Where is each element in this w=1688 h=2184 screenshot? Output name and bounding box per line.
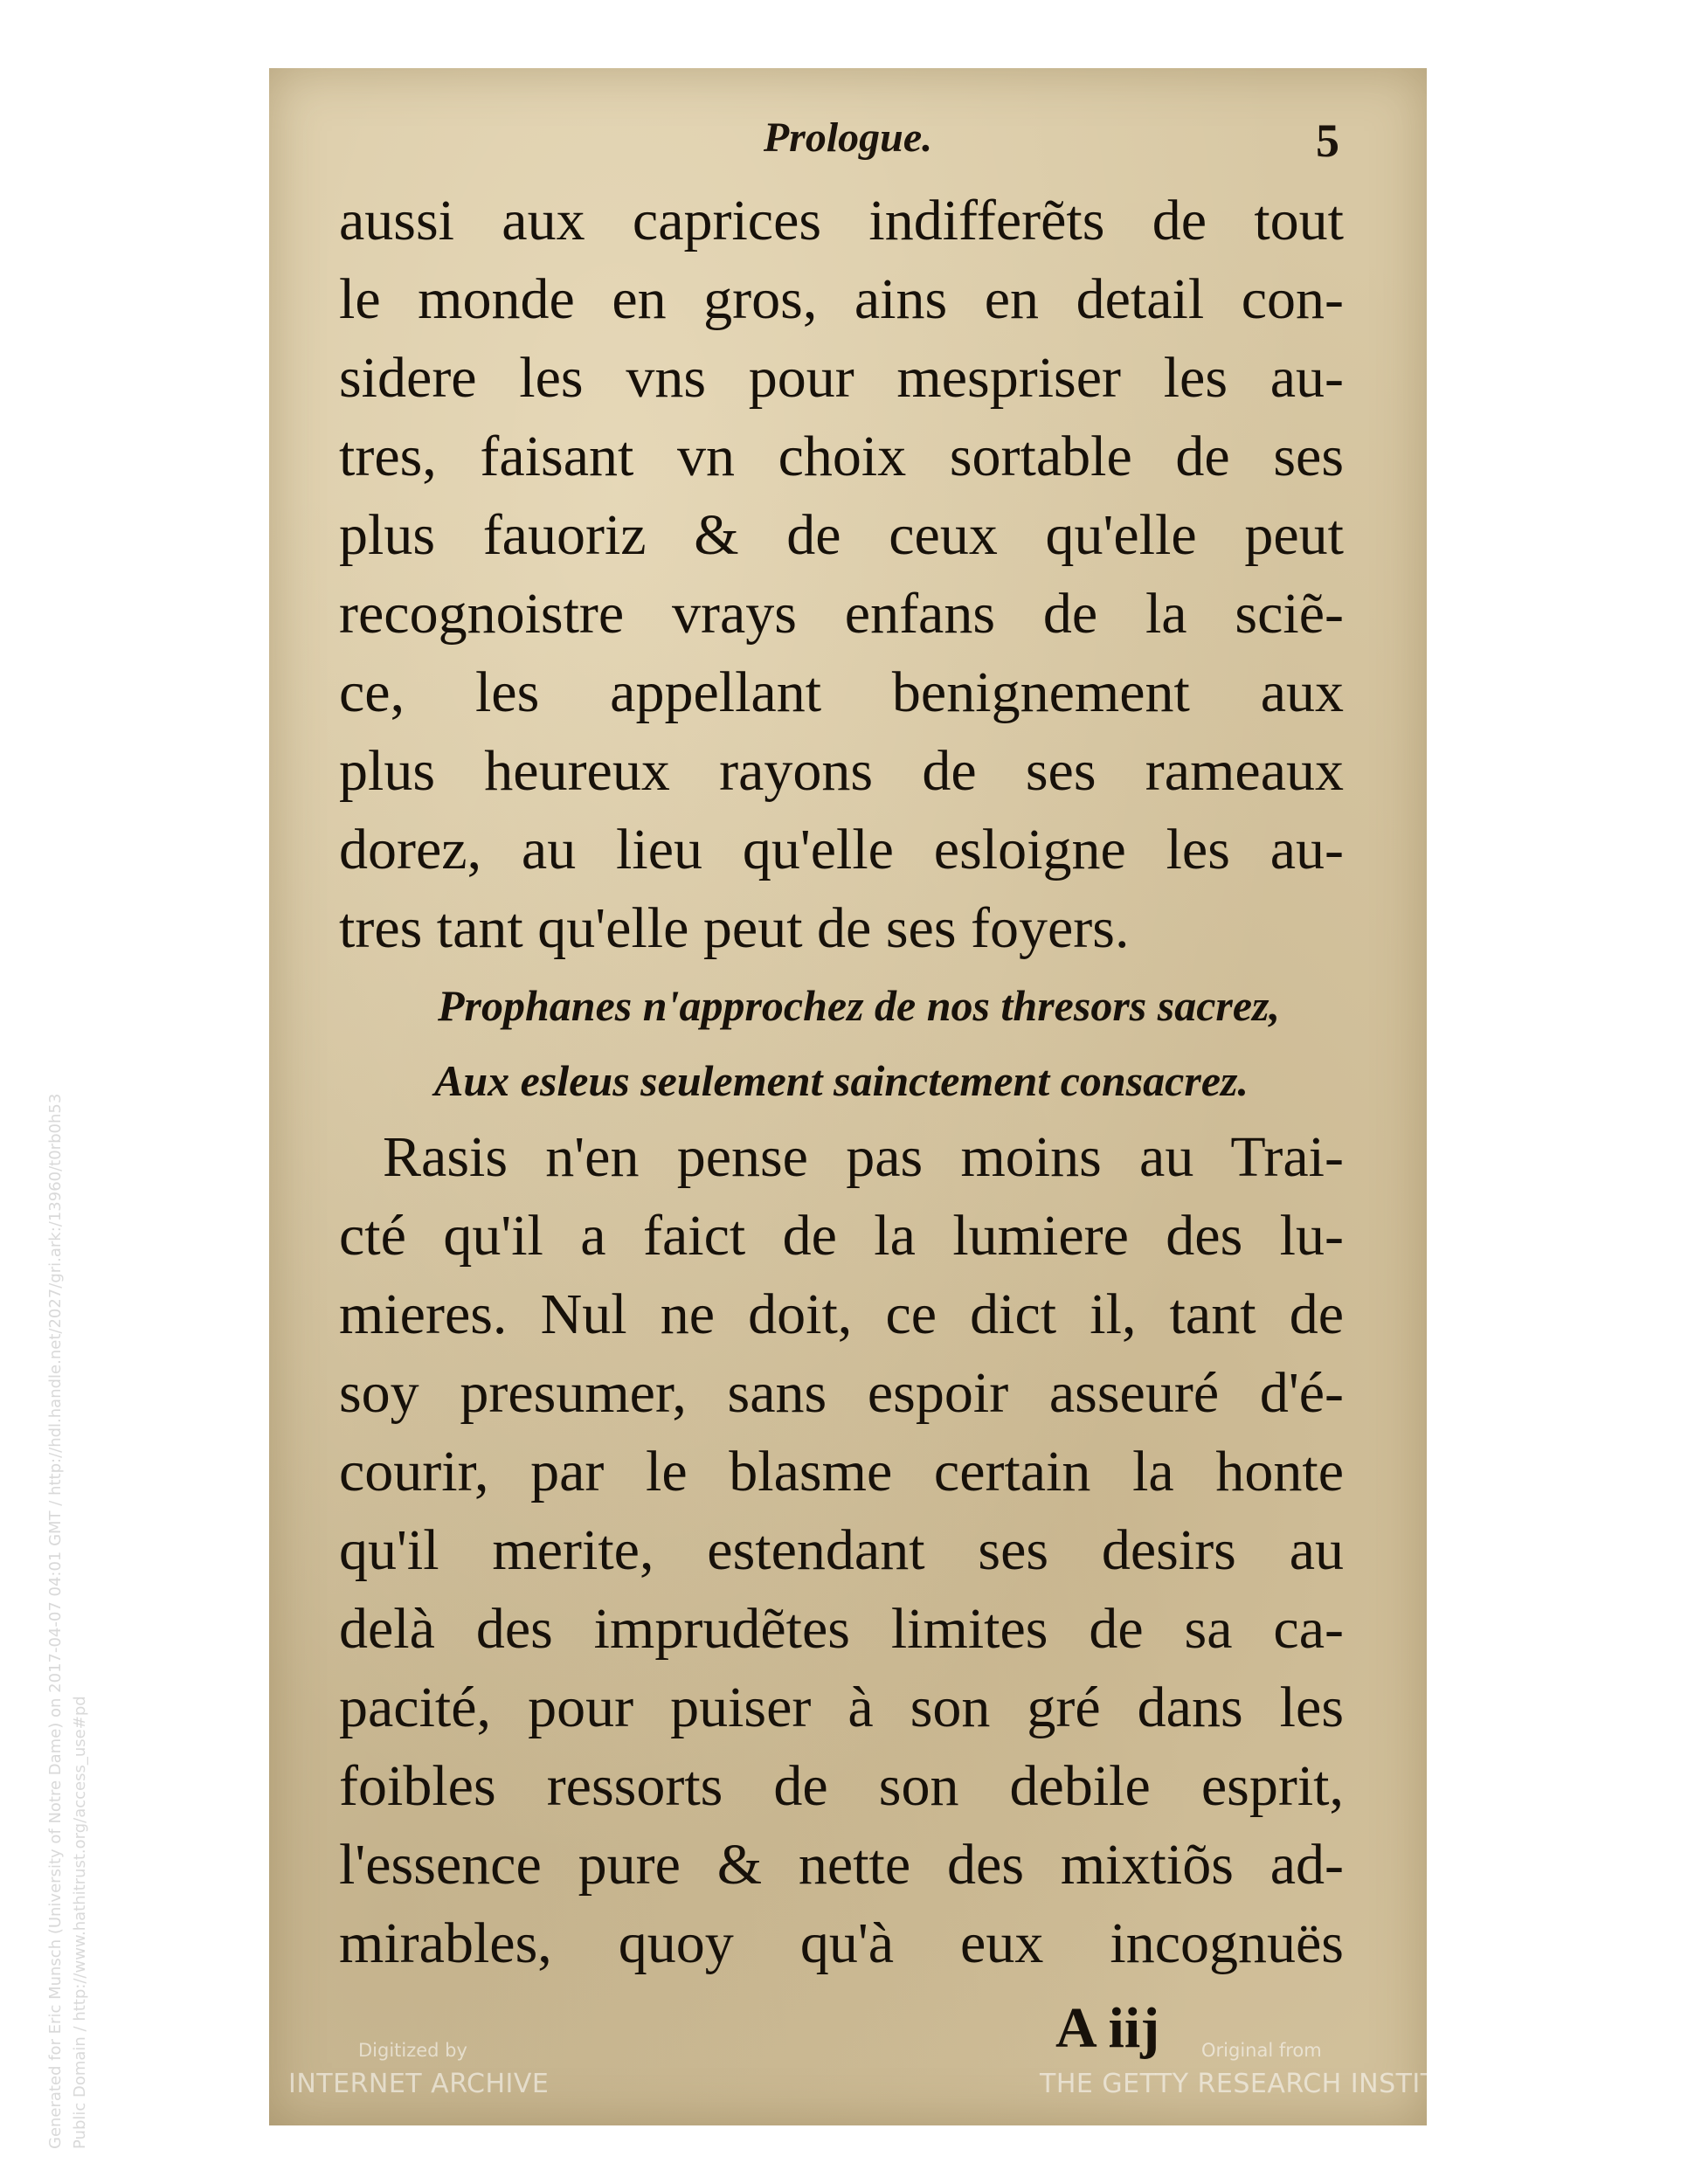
- body-line: qu'il merite, estendant ses desirs au: [339, 1518, 1344, 1582]
- body-line: delà des imprudẽtes limites de sa ca-: [339, 1597, 1344, 1661]
- body-line: l'essence pure & nette des mixtiõs ad-: [339, 1833, 1344, 1897]
- scanned-page: [269, 68, 1427, 2125]
- body-line: tres, faisant vn choix sortable de ses: [339, 425, 1344, 488]
- body-line: foibles ressorts de son debile esprit,: [339, 1754, 1344, 1818]
- body-line: Rasis n'en pense pas moins au Trai-: [383, 1125, 1344, 1189]
- digitized-by-label: Digitized by: [358, 2040, 467, 2061]
- body-line: dorez, au lieu qu'elle esloigne les au-: [339, 818, 1344, 881]
- body-line: courir, par le blasme certain la honte: [339, 1440, 1344, 1503]
- text-block: [339, 182, 1344, 1983]
- signature-mark: A iij: [1055, 1996, 1160, 2060]
- verse-line: Aux esleus seulement sainctement consacrez.: [434, 1056, 1249, 1105]
- body-line: ce, les appellant benignement aux: [339, 660, 1344, 724]
- body-line: plus heureux rayons de ses rameaux: [339, 739, 1344, 803]
- original-from-label: Original from: [1201, 2040, 1322, 2061]
- body-line: cté qu'il a faict de la lumiere des lu-: [339, 1204, 1344, 1268]
- body-line: soy presumer, sans espoir asseuré d'é-: [339, 1361, 1344, 1425]
- body-line: mirables, quoy qu'à eux incognuës: [339, 1911, 1344, 1975]
- body-line: aussi aux caprices indifferẽts de tout: [339, 189, 1344, 252]
- verse-line: Prophanes n'approchez de nos thresors sacrez,: [437, 981, 1280, 1030]
- body-line: recognoistre vrays enfans de la sciẽ-: [339, 582, 1344, 646]
- body-line: sidere les vns pour mespriser les au-: [339, 346, 1344, 410]
- body-line: le monde en gros, ains en detail con-: [339, 267, 1344, 331]
- getty-institute-label: THE GETTY RESEARCH INSTITUTE: [1040, 2069, 1491, 2099]
- running-head: Prologue.: [763, 114, 933, 161]
- provenance-line-2: Public Domain / http://www.hathitrust.org/access_use#pd: [71, 1696, 89, 2149]
- body-line: tres tant qu'elle peut de ses foyers.: [339, 896, 1130, 960]
- provenance-note: [44, 1094, 93, 2149]
- body-line: pacité, pour puiser à son gré dans les: [339, 1676, 1344, 1739]
- body-line: mieres. Nul ne doit, ce dict il, tant de: [339, 1282, 1344, 1346]
- internet-archive-label: INTERNET ARCHIVE: [288, 2069, 550, 2099]
- page-number: 5: [1316, 114, 1339, 167]
- provenance-line-1: Generated for Eric Munsch (University of Notre Dame) on 2017-04-07 04:01 GMT / http://hdl.handle.net/2027/gri.ark:/13960/t0rb0h53: [46, 1093, 65, 2149]
- body-line: plus fauoriz & de ceux qu'elle peut: [339, 503, 1344, 567]
